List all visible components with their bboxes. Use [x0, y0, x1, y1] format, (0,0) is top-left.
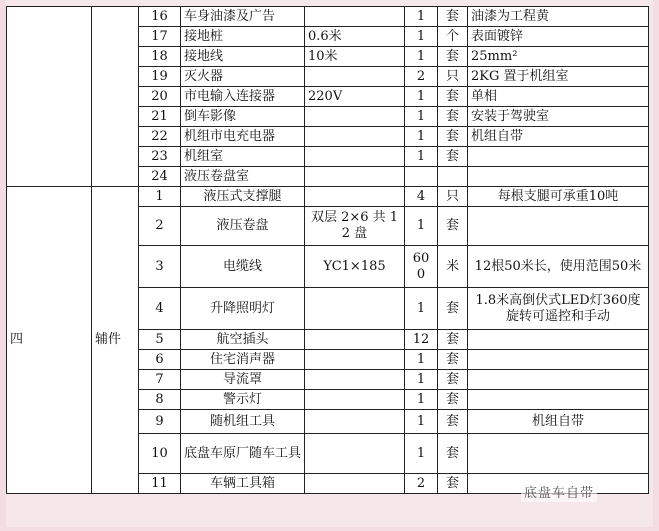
item-spec — [305, 390, 405, 410]
row-number: 21 — [139, 107, 181, 127]
item-qty: 1 — [405, 27, 438, 47]
item-qty: 600 — [405, 246, 438, 288]
item-qty: 1 — [405, 207, 438, 246]
item-name: 接地线 — [181, 47, 305, 67]
item-note — [468, 390, 649, 410]
section-index-cell — [7, 7, 92, 187]
item-name: 升降照明灯 — [181, 288, 305, 330]
item-qty: 1 — [405, 107, 438, 127]
item-note: 12根50米长，使用范围50米 — [468, 246, 649, 288]
item-note — [468, 434, 649, 474]
item-spec — [305, 147, 405, 167]
row-number: 7 — [139, 370, 181, 390]
item-unit: 只 — [438, 187, 468, 207]
item-qty: 1 — [405, 87, 438, 107]
item-note — [468, 147, 649, 167]
item-name: 灭火器 — [181, 67, 305, 87]
item-qty: 1 — [405, 288, 438, 330]
item-note — [468, 330, 649, 350]
item-spec: 双层 2×6 共 12 盘 — [305, 207, 405, 246]
item-note: 单相 — [468, 87, 649, 107]
item-unit: 套 — [438, 87, 468, 107]
item-note — [468, 207, 649, 246]
item-qty: 2 — [405, 67, 438, 87]
row-number: 5 — [139, 330, 181, 350]
item-unit: 套 — [438, 127, 468, 147]
item-note: 每根支腿可承重10吨 — [468, 187, 649, 207]
item-qty: 1 — [405, 47, 438, 67]
item-spec — [305, 410, 405, 434]
item-qty: 1 — [405, 7, 438, 27]
row-number: 1 — [139, 187, 181, 207]
item-note: 油漆为工程黄 — [468, 7, 649, 27]
item-unit: 个 — [438, 27, 468, 47]
item-spec — [305, 167, 405, 187]
item-spec — [305, 107, 405, 127]
item-qty: 1 — [405, 127, 438, 147]
item-name: 住宅消声器 — [181, 350, 305, 370]
item-qty: 1 — [405, 434, 438, 474]
item-qty: 1 — [405, 410, 438, 434]
item-name: 接地桩 — [181, 27, 305, 47]
item-spec — [305, 434, 405, 474]
equipment-spec-table — [6, 6, 649, 494]
section-category-cell — [92, 7, 139, 187]
watermark-text: 底盘车自带 — [521, 481, 597, 502]
item-name: 随机组工具 — [181, 410, 305, 434]
item-unit: 套 — [438, 330, 468, 350]
item-name: 车辆工具箱 — [181, 474, 305, 494]
item-unit: 套 — [438, 7, 468, 27]
item-name: 导流罩 — [181, 370, 305, 390]
item-unit: 套 — [438, 390, 468, 410]
item-spec: 10米 — [305, 47, 405, 67]
row-number: 22 — [139, 127, 181, 147]
item-spec: 220V — [305, 87, 405, 107]
item-unit: 套 — [438, 474, 468, 494]
row-number: 24 — [139, 167, 181, 187]
item-name: 警示灯 — [181, 390, 305, 410]
item-unit: 套 — [438, 288, 468, 330]
item-name: 倒车影像 — [181, 107, 305, 127]
table-row — [7, 7, 649, 27]
row-number: 18 — [139, 47, 181, 67]
item-spec — [305, 7, 405, 27]
row-number: 6 — [139, 350, 181, 370]
item-unit: 套 — [438, 434, 468, 474]
item-note: 表面镀锌 — [468, 27, 649, 47]
item-note: 机组自带 — [468, 127, 649, 147]
item-name: 机组市电充电器 — [181, 127, 305, 147]
item-spec — [305, 350, 405, 370]
item-qty — [405, 167, 438, 187]
item-unit — [438, 167, 468, 187]
item-qty: 4 — [405, 187, 438, 207]
item-qty: 1 — [405, 390, 438, 410]
item-spec — [305, 187, 405, 207]
item-name: 市电输入连接器 — [181, 87, 305, 107]
item-unit: 套 — [438, 147, 468, 167]
item-unit: 只 — [438, 67, 468, 87]
item-name: 液压卷盘室 — [181, 167, 305, 187]
item-note: 25mm² — [468, 47, 649, 67]
table-row — [7, 187, 649, 207]
item-name: 航空插头 — [181, 330, 305, 350]
row-number: 9 — [139, 410, 181, 434]
item-spec — [305, 127, 405, 147]
item-note: 机组自带 — [468, 410, 649, 434]
item-spec: 0.6米 — [305, 27, 405, 47]
item-note: 1.8米高倒伏式LED灯360度旋转可遥控和手动 — [468, 288, 649, 330]
row-number: 20 — [139, 87, 181, 107]
item-spec — [305, 67, 405, 87]
row-number: 17 — [139, 27, 181, 47]
item-spec — [305, 474, 405, 494]
item-name: 液压式支撑腿 — [181, 187, 305, 207]
item-unit: 套 — [438, 410, 468, 434]
item-spec — [305, 370, 405, 390]
row-number: 16 — [139, 7, 181, 27]
item-qty: 1 — [405, 350, 438, 370]
item-unit: 套 — [438, 107, 468, 127]
section-index: 四 — [7, 187, 92, 494]
item-qty: 1 — [405, 370, 438, 390]
item-qty: 1 — [405, 147, 438, 167]
item-note: 2KG 置于机组室 — [468, 67, 649, 87]
item-unit: 套 — [438, 207, 468, 246]
item-name: 底盘车原厂随车工具 — [181, 434, 305, 474]
item-qty: 2 — [405, 474, 438, 494]
row-number: 11 — [139, 474, 181, 494]
item-unit: 套 — [438, 370, 468, 390]
row-number: 2 — [139, 207, 181, 246]
row-number: 3 — [139, 246, 181, 288]
item-name: 电缆线 — [181, 246, 305, 288]
item-name: 液压卷盘 — [181, 207, 305, 246]
item-note — [468, 350, 649, 370]
item-qty: 12 — [405, 330, 438, 350]
row-number: 10 — [139, 434, 181, 474]
item-note — [468, 167, 649, 187]
item-unit: 套 — [438, 350, 468, 370]
section-category: 辅件 — [92, 187, 139, 494]
row-number: 23 — [139, 147, 181, 167]
item-spec — [305, 288, 405, 330]
item-unit: 套 — [438, 47, 468, 67]
item-unit: 米 — [438, 246, 468, 288]
row-number: 8 — [139, 390, 181, 410]
item-note: 安装于驾驶室 — [468, 107, 649, 127]
item-spec — [305, 330, 405, 350]
item-name: 机组室 — [181, 147, 305, 167]
row-number: 19 — [139, 67, 181, 87]
item-name: 车身油漆及广告 — [181, 7, 305, 27]
item-spec: YC1×185 — [305, 246, 405, 288]
row-number: 4 — [139, 288, 181, 330]
item-note — [468, 370, 649, 390]
